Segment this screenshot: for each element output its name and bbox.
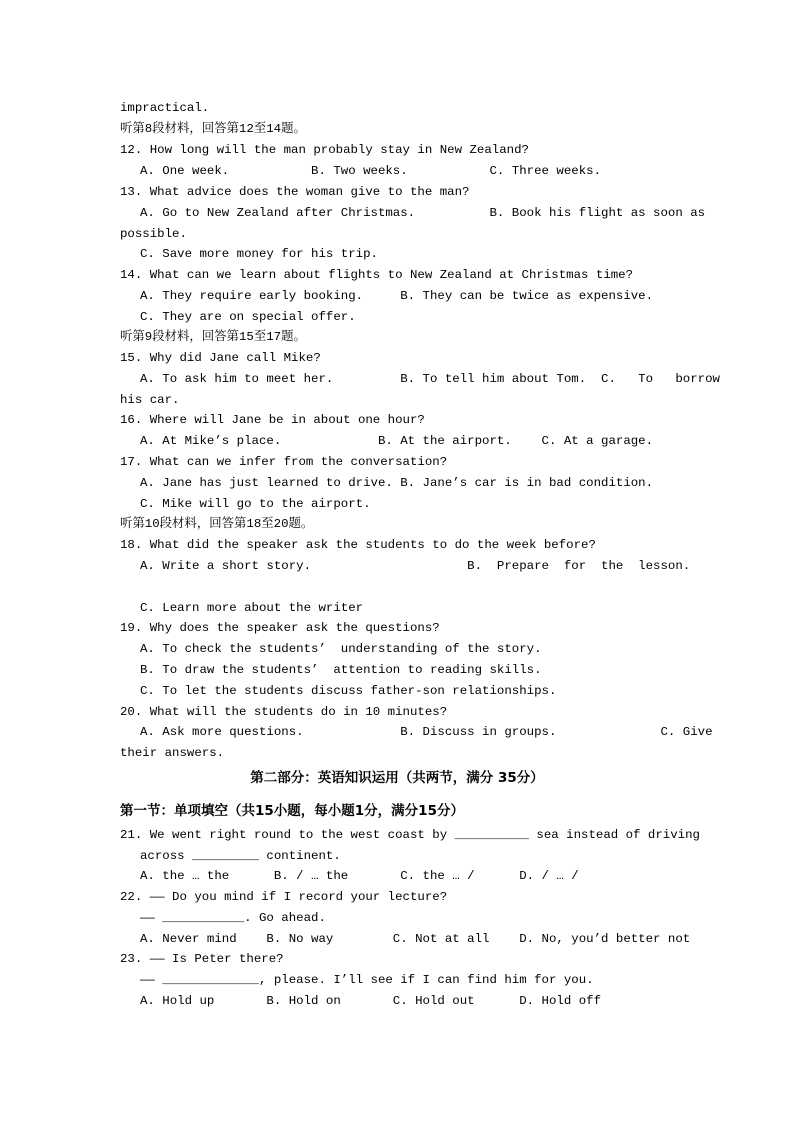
question-18: 18. What did the speaker ask the students to do the week before? <box>120 538 596 552</box>
question-12: 12. How long will the man probably stay in New Zealand? <box>120 143 529 157</box>
material-heading: 听第9段材料，回答第15至17题。 <box>120 330 306 344</box>
options-22: A. Never mind B. No way C. Not at all D. No, you’d better not <box>140 932 691 946</box>
question-21-wrap: across _________ continent. <box>140 849 341 863</box>
question-22-reply: —— ___________. Go ahead. <box>140 911 326 925</box>
options-12: A. One week. B. Two weeks. C. Three weeks. <box>140 164 602 178</box>
options-21: A. the … the B. / … the C. the … / D. / … / <box>140 869 579 883</box>
question-13: 13. What advice does the woman give to the man? <box>120 185 470 199</box>
options-17-c: C. Mike will go to the airport. <box>140 497 371 511</box>
question-23-reply: —— _____________, please. I’ll see if I can find him for you. <box>140 973 594 987</box>
question-22: 22. —— Do you mind if I record your lecture? <box>120 890 448 904</box>
question-17: 17. What can we infer from the conversation? <box>120 455 448 469</box>
question-16: 16. Where will Jane be in about one hour? <box>120 413 425 427</box>
section-title: 第二部分：英语知识运用（共两节，满分 35分） <box>250 770 544 786</box>
options-15: A. To ask him to meet her. B. To tell him about Tom. C. To borrow <box>140 372 720 386</box>
question-20: 20. What will the students do in 10 minutes? <box>120 705 448 719</box>
options-20: A. Ask more questions. B. Discuss in groups. C. Give <box>140 725 713 739</box>
options-14-ab: A. They require early booking. B. They can be twice as expensive. <box>140 289 654 303</box>
options-19-c: C. To let the students discuss father-son relationships. <box>140 684 557 698</box>
question-21: 21. We went right round to the west coast by __________ sea instead of driving <box>120 828 700 842</box>
question-23: 23. —— Is Peter there? <box>120 952 284 966</box>
question-15: 15. Why did Jane call Mike? <box>120 351 321 365</box>
options-14-c: C. They are on special offer. <box>140 310 356 324</box>
options-18-ab: A. Write a short story. B. Prepare for the lesson. <box>140 559 691 573</box>
options-23: A. Hold up B. Hold on C. Hold out D. Hold off <box>140 994 602 1008</box>
material-heading: 听第8段材料，回答第12至14题。 <box>120 122 306 136</box>
options-20-wrap: their answers. <box>120 746 225 760</box>
options-13-ab: A. Go to New Zealand after Christmas. B. Book his flight as soon as <box>140 206 706 220</box>
options-13-c: C. Save more money for his trip. <box>140 247 378 261</box>
question-19: 19. Why does the speaker ask the questions? <box>120 621 440 635</box>
options-19-a: A. To check the students’ understanding of the story. <box>140 642 542 656</box>
subsection-title: 第一节：单项填空（共15小题，每小题1分，满分15分） <box>120 803 464 819</box>
options-15-wrap: his car. <box>120 393 180 407</box>
options-16: A. At Mike’s place. B. At the airport. C. At a garage. <box>140 434 654 448</box>
text-line: impractical. <box>120 101 210 115</box>
material-heading: 听第10段材料，回答第18至20题。 <box>120 517 314 531</box>
question-14: 14. What can we learn about flights to New Zealand at Christmas time? <box>120 268 634 282</box>
options-19-b: B. To draw the students’ attention to reading skills. <box>140 663 542 677</box>
options-17-ab: A. Jane has just learned to drive. B. Jane’s car is in bad condition. <box>140 476 654 490</box>
options-18-c: C. Learn more about the writer <box>140 601 364 615</box>
options-13-wrap: possible. <box>120 227 187 241</box>
